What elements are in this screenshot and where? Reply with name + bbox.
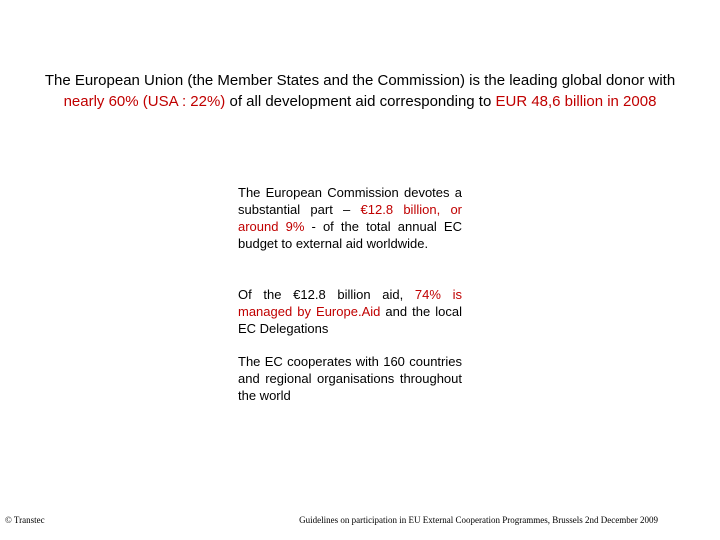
footer-copyright: © Transtec <box>5 515 45 525</box>
cooperation-paragraph: The EC cooperates with 160 countries and regional organisations throughout the world <box>238 354 462 403</box>
heading-highlight-amount: EUR 48,6 billion in 2008 <box>495 93 657 110</box>
block1-text-2: - of the total annual EC budget to external aid worldwide. <box>238 219 462 251</box>
commission-budget-paragraph <box>238 184 462 252</box>
block1-highlight: €12.8 billion, or around 9% <box>238 202 462 234</box>
block2-highlight: 74% is managed by Europe.Aid <box>238 287 462 319</box>
block2-text-1: Of the €12.8 billion aid, <box>238 287 415 302</box>
block2-text-2: and the local EC Delegations <box>238 304 462 336</box>
europeaid-paragraph <box>238 286 462 337</box>
footer-source: Guidelines on participation in EU External Cooperation Programmes, Brussels 2nd December 2009 <box>299 515 658 525</box>
heading-highlight-share: nearly 60% (USA : 22%) <box>63 93 226 110</box>
heading-text-1: The European Union (the Member States and the Commission) is the leading global donor with <box>44 72 676 89</box>
main-heading <box>40 70 680 112</box>
block1-text-1: The European Commission devotes a substantial part – <box>238 185 462 217</box>
heading-text-2: of all development aid corresponding to <box>225 93 496 110</box>
